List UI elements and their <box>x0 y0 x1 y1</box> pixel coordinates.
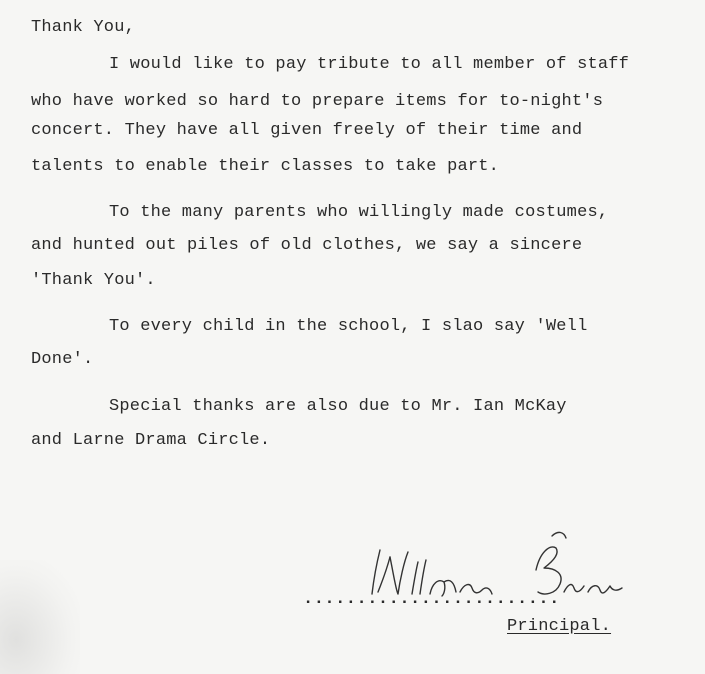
salutation: Thank You, <box>31 18 136 37</box>
paragraph-1-line-3: concert. They have all given freely of their time and <box>31 121 583 140</box>
paragraph-1-line-1: I would like to pay tribute to all member of staff <box>109 55 630 74</box>
paragraph-1-line-2: who have worked so hard to prepare items for to-night's <box>31 92 604 111</box>
paper-smudge <box>0 560 80 674</box>
paragraph-2-line-3: 'Thank You'. <box>31 271 156 290</box>
principal-title: Principal. <box>507 617 612 636</box>
paragraph-4-line-2: and Larne Drama Circle. <box>31 431 271 450</box>
paragraph-3-line-1: To every child in the school, I slao say 'Well <box>109 317 588 336</box>
paragraph-3-line-2: Done'. <box>31 350 94 369</box>
paragraph-2-line-1: To the many parents who willingly made costumes, <box>109 203 609 222</box>
paragraph-1-line-4: talents to enable their classes to take part. <box>31 157 500 176</box>
paragraph-4-line-1: Special thanks are also due to Mr. Ian McKay <box>109 397 567 416</box>
signature-dotted-line: ........................ <box>303 590 560 609</box>
paragraph-2-line-2: and hunted out piles of old clothes, we say a sincere <box>31 236 583 255</box>
